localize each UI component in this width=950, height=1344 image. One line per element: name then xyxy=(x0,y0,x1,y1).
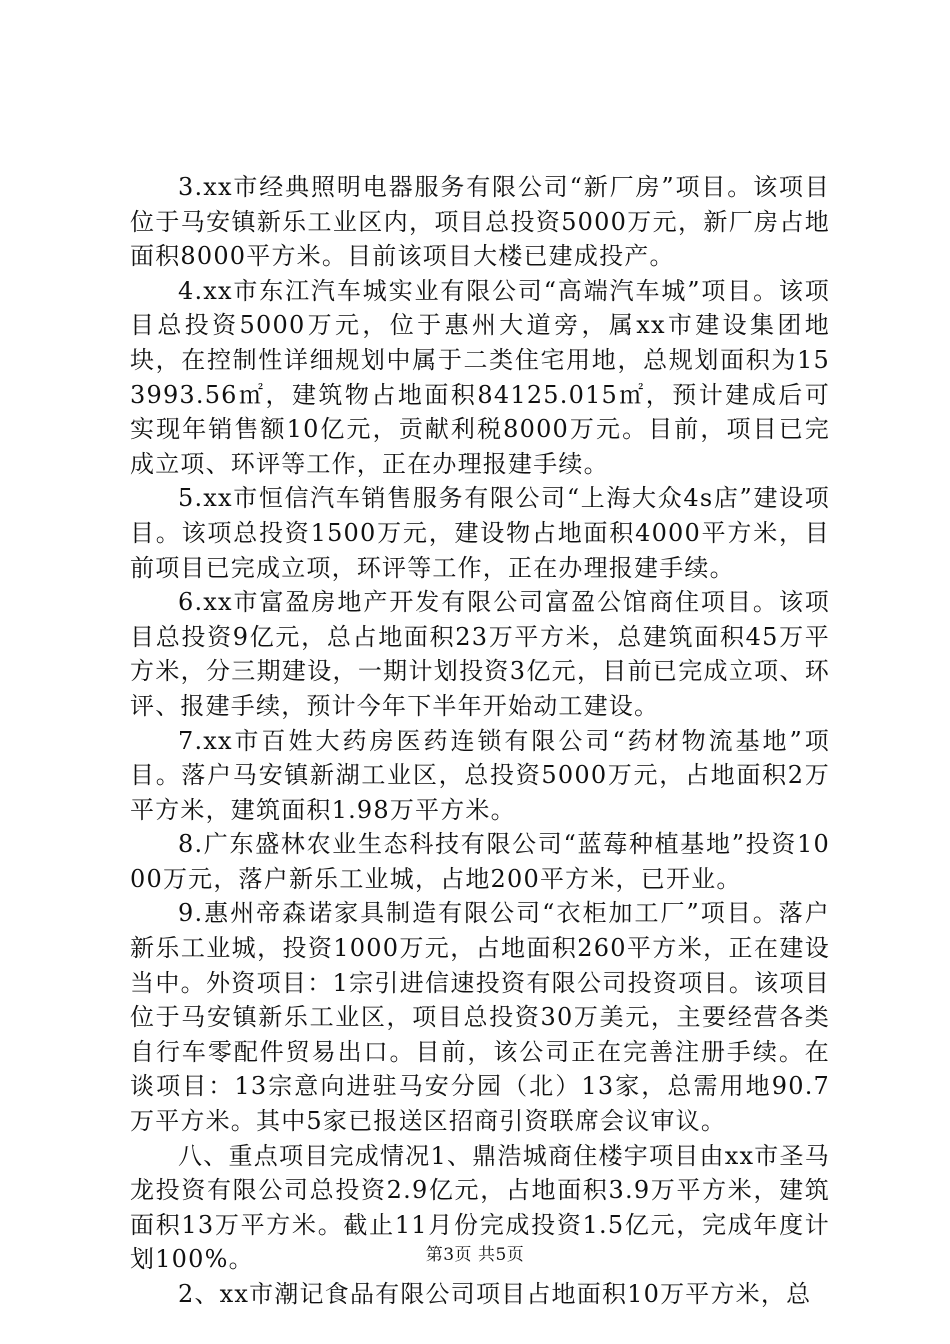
paragraph-food-company-project: 2、xx市潮记食品有限公司项目占地面积10万平方米，总 xyxy=(178,1280,812,1308)
paragraph-9-furniture-factory: 9.惠州帝森诺家具制造有限公司“衣柜加工厂”项目。落户新乐工业城，投资1000万元，占地面积260平方米，正在建设当中。外资项目：1宗引进信速投资有限公司投资项目。该项目位于马安镇新乐工业区，项目总投资30万美元，主要经营各类自行车零配件贸易出口。目前，该公司正在完善注册手续。在谈项目：13宗意向进驻马安分园（北）13家，总需用地90.7万平方米。其中5家已报送区招商引资联席会议审议。 xyxy=(130,899,830,1136)
paragraph-key-projects-status: 八、重点项目完成情况1、鼎浩城商住楼宇项目由xx市圣马龙投资有限公司总投资2.9亿元，占地面积3.9万平方米，建筑面积13万平方米。截止11月份完成投资1.5亿元，完成年度计划100%。 xyxy=(130,1141,830,1274)
paragraph-3-lighting-project: 3.xx市经典照明电器服务有限公司“新厂房”项目。该项目位于马安镇新乐工业区内，项目总投资5000万元，新厂房占地面积8000平方米。目前该项目大楼已建成投产。 xyxy=(130,173,830,271)
document-body xyxy=(130,170,830,1312)
paragraph-6-real-estate-project: 6.xx市富盈房地产开发有限公司富盈公馆商住项目。该项目总投资9亿元，总占地面积23万平方米，总建筑面积45万平方米，分三期建设，一期计划投资3亿元，目前已完成立项、环评、报建手续，预计今年下半年开始动工建设。 xyxy=(130,588,830,720)
paragraph-5-4s-store-project: 5.xx市恒信汽车销售服务有限公司“上海大众4s店”建设项目。该项总投资1500万元，建设物占地面积4000平方米，目前项目已完成立项，环评等工作，正在办理报建手续。 xyxy=(130,484,830,582)
page-number-footer: 第3页 共5页 xyxy=(425,1245,525,1265)
paragraph-7-pharmacy-logistics-project: 7.xx市百姓大药房医药连锁有限公司“药材物流基地”项目。落户马安镇新湖工业区，总投资5000万元，占地面积2万平方米，建筑面积1.98万平方米。 xyxy=(130,726,830,824)
paragraph-8-blueberry-base: 8.广东盛林农业生态科技有限公司“蓝莓种植基地”投资1000万元，落户新乐工业城，占地200平方米，已开业。 xyxy=(130,830,830,893)
paragraph-4-auto-city-project: 4.xx市东江汽车城实业有限公司“高端汽车城”项目。该项目总投资5000万元，位于惠州大道旁，属xx市建设集团地块，在控制性详细规划中属于二类住宅用地，总规划面积为153993.56㎡，建筑物占地面积84125.015㎡，预计建成后可实现年销售额10亿元，贡献利税8000万元。目前，项目已完成立项、环评等工作，正在办理报建手续。 xyxy=(130,276,830,478)
